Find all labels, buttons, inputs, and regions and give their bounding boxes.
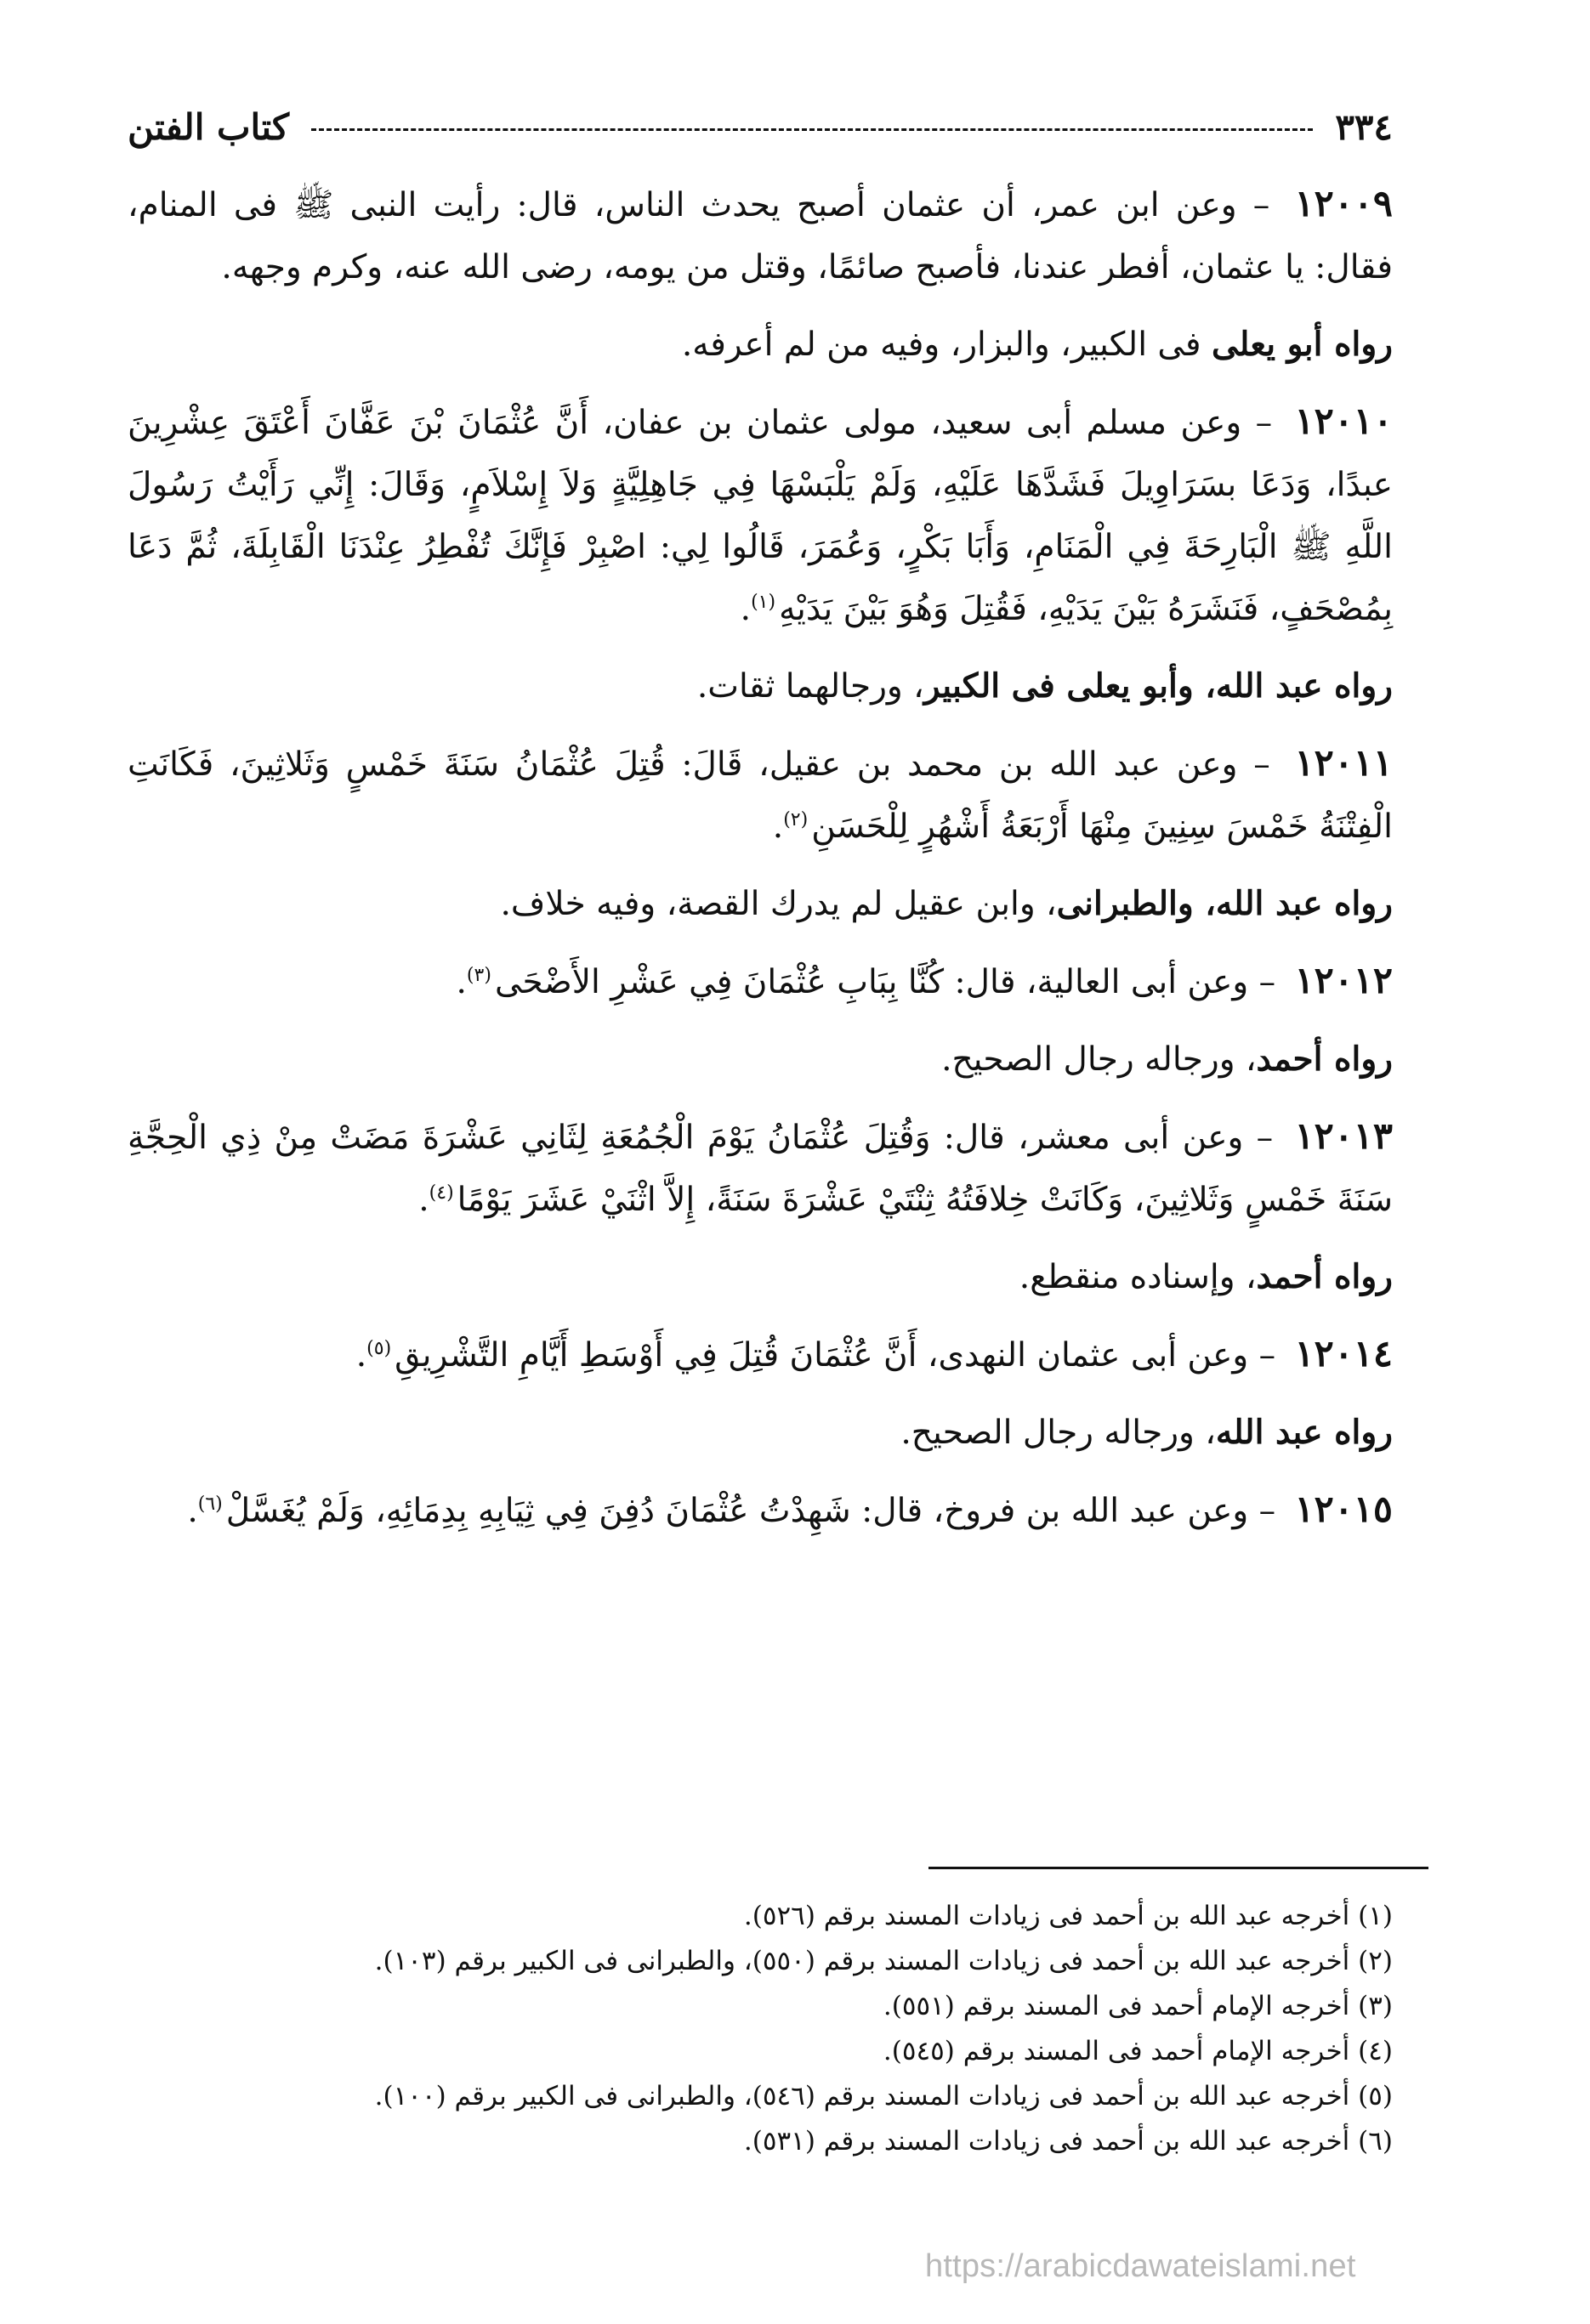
footnote: (١) أخرجه عبد الله بن أحمد فى زيادات المسند برقم (٥٢٦). (743, 1901, 1393, 1931)
footnote-ref: (٣) (466, 965, 491, 986)
attribution-source: رواه عبد الله، وأبو يعلى فى الكبير (923, 666, 1393, 706)
hadith-entry (128, 1324, 1393, 1386)
hadith-end: . (456, 963, 467, 1001)
footnote-ref: (٢) (783, 809, 809, 830)
hadith-entry (128, 950, 1393, 1013)
hadith-number: ١٢٠١٤ (1294, 1333, 1393, 1375)
footnote-divider (928, 1867, 1428, 1869)
attribution-text: فى الكبير، والبزار، وفيه من لم أعرفه. (681, 326, 1212, 364)
header-dashed-rule (311, 128, 1313, 131)
hadith-end: . (418, 1181, 429, 1219)
footnote: (٢) أخرجه عبد الله بن أحمد فى زيادات المسند برقم (٥٥٠)، والطبرانى فى الكبير برقم (١٠٣). (374, 1946, 1393, 1976)
hadith-text: – وعن أبى معشر، قال: وَقُتِلَ عُثْمَانُ يَوْمَ الْجُمُعَةِ لِثَانِي عَشْرَةَ مَضَتْ مِنْ ذِي الْحِجَّةِ سَنَةَ خَمْسٍ وَثَلاثِينَ، وَكَانَتْ خِلافَتُهُ ثِنْتَيْ عَشْرَةَ سَنَةً، إِلاَّ اثْنَيْ عَشَرَ يَوْمًا (128, 1119, 1393, 1219)
hadith-entry (128, 173, 1393, 298)
hadith-number: ١٢٠١٢ (1294, 960, 1393, 1002)
hadith-attribution (128, 1029, 1393, 1091)
footnote: (٣) أخرجه الإمام أحمد فى المسند برقم (٥٥١). (883, 1991, 1393, 2021)
hadith-attribution (128, 314, 1393, 376)
footnote: (٤) أخرجه الإمام أحمد فى المسند برقم (٥٤٥). (883, 2036, 1393, 2066)
attribution-text: ، ورجالهما ثقات. (696, 667, 924, 706)
attribution-source: رواه أبو يعلى (1211, 325, 1393, 364)
hadith-text: – وعن عبد الله بن فروخ، قال: شَهِدْتُ عُثْمَانَ دُفِنَ فِي ثِيَابِهِ بِدِمَائِهِ، وَلَمْ يُغَسَّلْ (225, 1492, 1286, 1530)
attribution-source: رواه عبد الله (1215, 1413, 1393, 1452)
attribution-source: رواه أحمد (1256, 1040, 1393, 1079)
footnote: (٦) أخرجه عبد الله بن أحمد فى زيادات المسند برقم (٥٣١). (743, 2126, 1393, 2157)
main-text (128, 173, 1393, 1557)
footnote-ref: (٦) (197, 1494, 223, 1515)
hadith-text: – وعن أبى العالية، قال: كُنَّا بِبَابِ عُثْمَانَ فِي عَشْرِ الأَضْحَى (494, 963, 1286, 1001)
hadith-number: ١٢٠٠٩ (1294, 183, 1393, 225)
hadith-entry (128, 733, 1393, 858)
page-number: ٣٣٤ (1335, 106, 1393, 148)
hadith-number: ١٢٠١١ (1294, 742, 1393, 785)
hadith-end: . (187, 1492, 198, 1530)
attribution-text: ، ورجاله رجال الصحيح. (900, 1414, 1216, 1452)
footnote: (٥) أخرجه عبد الله بن أحمد فى زيادات المسند برقم (٥٤٦)، والطبرانى فى الكبير برقم (١٠٠). (374, 2081, 1393, 2111)
hadith-end: . (772, 808, 784, 846)
hadith-text: – وعن ابن عمر، أن عثمان أصبح يحدث الناس، قال: رأيت النبى ﷺ فى المنام، فقال: يا عثمان، أفطر عندنا، فأصبح صائمًا، وقتل من يومه، رضى الله عنه، وكرم وجهه. (128, 186, 1393, 286)
hadith-attribution (128, 1402, 1393, 1464)
hadith-entry (128, 1106, 1393, 1231)
hadith-text: – وعن عبد الله بن محمد بن عقيل، قَالَ: قُتِلَ عُثْمَانُ سَنَةَ خَمْسٍ وَثَلاثِينَ، فَكَانَتِ الْفِتْنَةُ خَمْسَ سِنِينَ مِنْهَا أَرْبَعَةُ أَشْهُرٍ لِلْحَسَنِ (128, 745, 1393, 846)
hadith-attribution (128, 1246, 1393, 1308)
attribution-text: ، ورجاله رجال الصحيح. (941, 1040, 1257, 1079)
hadith-number: ١٢٠١٥ (1294, 1488, 1393, 1531)
hadith-entry (128, 391, 1393, 640)
book-title: كتاب الفتن (128, 106, 289, 148)
footnotes (128, 1894, 1393, 2164)
hadith-number: ١٢٠١٣ (1294, 1115, 1393, 1158)
hadith-entry (128, 1479, 1393, 1542)
hadith-number: ١٢٠١٠ (1294, 400, 1393, 443)
hadith-end: . (355, 1336, 367, 1375)
footnote-ref: (٤) (429, 1182, 454, 1204)
hadith-text: – وعن أبى عثمان النهدى، أَنَّ عُثْمَانَ قُتِلَ فِي أَوْسَطِ أَيَّامِ التَّشْرِيقِ (395, 1336, 1286, 1375)
hadith-end: . (740, 590, 752, 628)
attribution-text: ، وإسناده منقطع. (1019, 1258, 1257, 1296)
hadith-attribution (128, 655, 1393, 717)
hadith-attribution (128, 873, 1393, 935)
page-header (128, 102, 1393, 153)
attribution-source: رواه أحمد (1256, 1257, 1393, 1296)
footnote-ref: (١) (751, 592, 776, 613)
attribution-text: ، وابن عقيل لم يدرك القصة، وفيه خلاف. (500, 885, 1057, 923)
watermark-url: https://arabicdawateislami.net (925, 2248, 1356, 2284)
attribution-source: رواه عبد الله، والطبرانى (1056, 884, 1393, 923)
footnote-ref: (٥) (366, 1338, 392, 1359)
hadith-text: – وعن مسلم أبى سعيد، مولى عثمان بن عفان، أَنَّ عُثْمَانَ بْنَ عَفَّانَ أَعْتَقَ عِشْرِينَ عبدًا، وَدَعَا بسَرَاوِيلَ فَشَدَّهَا عَلَيْهِ، وَلَمْ يَلْبَسْهَا فِي جَاهِلِيَّةٍ وَلاَ إِسْلاَمٍ، وَقَالَ: إِنِّي رَأَيْتُ رَسُولَ اللَّهِ ﷺ الْبَارِحَةَ فِي الْمَنَامِ، وَأَبَا بَكْرٍ، وَعُمَرَ، قَالُوا لِي: اصْبِرْ فَإِنَّكَ تُفْطِرُ عِنْدَنَا الْقَابِلَةَ، ثُمَّ دَعَا بِمُصْحَفٍ، فَنَشَرَهُ بَيْنَ يَدَيْهِ، فَقُتِلَ وَهُوَ بَيْنَ يَدَيْهِ (128, 404, 1393, 628)
